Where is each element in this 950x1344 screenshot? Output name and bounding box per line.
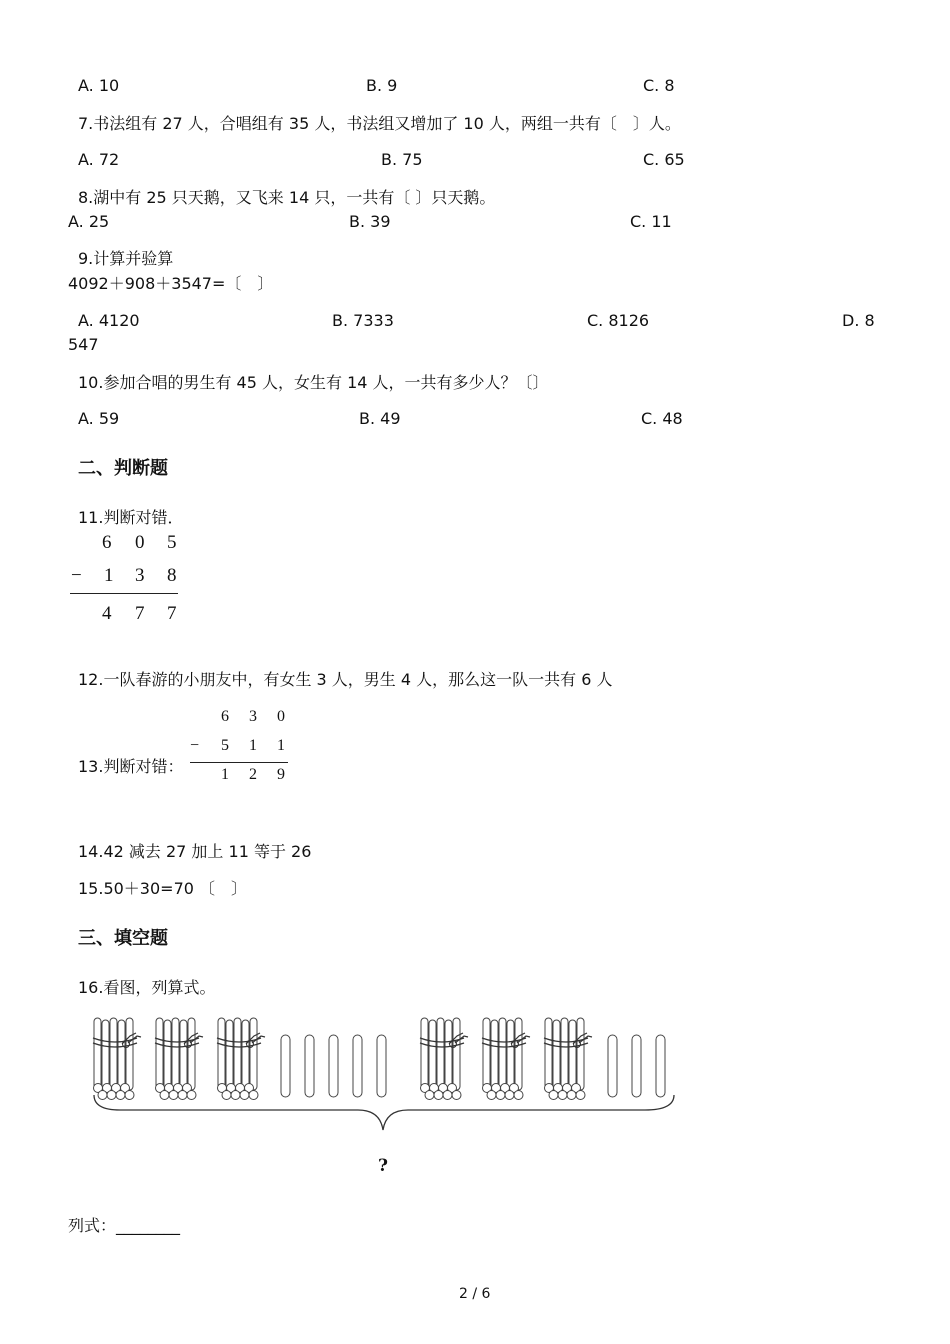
q13-result-digit: 2 xyxy=(249,766,257,783)
q9-expression: 4092＋908＋3547=〔 〕 xyxy=(68,274,274,293)
q6-option-b[interactable]: B. 9 xyxy=(366,76,398,95)
q7-option-c[interactable]: C. 65 xyxy=(643,150,685,169)
q10-text: 10.参加合唱的男生有 45 人，女生有 14 人，一共有多少人？〔〕 xyxy=(78,373,549,392)
q16-text: 16.看图，列算式。 xyxy=(78,978,216,997)
q13-result-digit: 9 xyxy=(277,766,285,783)
q13-text: 13.判断对错： xyxy=(78,757,184,776)
q13-mid-digit: 1 xyxy=(277,737,285,754)
q11-result-digit: 7 xyxy=(167,603,177,624)
q9-option-c[interactable]: C. 8126 xyxy=(587,311,650,330)
q15-text: 15.50＋30=70 〔 〕 xyxy=(78,879,248,898)
single-stick xyxy=(281,1035,290,1097)
q16-question-mark: ? xyxy=(378,1156,388,1176)
q8-option-c[interactable]: C. 11 xyxy=(630,212,672,231)
q11-top-digit: 6 xyxy=(102,532,112,553)
q8-option-b[interactable]: B. 39 xyxy=(349,212,391,231)
q7-option-a[interactable]: A. 72 xyxy=(78,150,120,169)
q13-result-digit: 1 xyxy=(221,766,229,783)
single-stick xyxy=(305,1035,314,1097)
stick-bundle xyxy=(420,1018,468,1100)
q8-option-a[interactable]: A. 25 xyxy=(68,212,110,231)
q11-mid-digit: 1 xyxy=(104,565,114,586)
q10-option-b[interactable]: B. 49 xyxy=(359,409,401,428)
q16-sticks-figure xyxy=(80,1010,690,1135)
q12-text: 12.一队春游的小朋友中，有女生 3 人，男生 4 人，那么这一队一共有 6 人 xyxy=(78,670,613,689)
q13-vertical-subtraction xyxy=(188,706,293,791)
page-number: 2 / 6 xyxy=(459,1286,491,1302)
q11-text: 11.判断对错． xyxy=(78,508,184,527)
q11-top-digit: 5 xyxy=(167,532,177,553)
q9-text: 9.计算并验算 xyxy=(78,249,174,268)
q8-text: 8.湖中有 25 只天鹅，又飞来 14 只，一共有〔 〕只天鹅。 xyxy=(78,188,496,207)
q13-top-digit: 3 xyxy=(249,708,257,725)
single-stick xyxy=(632,1035,641,1097)
q11-result-digit: 4 xyxy=(102,603,112,624)
single-stick xyxy=(329,1035,338,1097)
stick-bundle xyxy=(482,1018,530,1100)
q11-mid-digit: 8 xyxy=(167,565,177,586)
q10-option-c[interactable]: C. 48 xyxy=(641,409,683,428)
q16-answer-blank[interactable]: 列式：________ xyxy=(68,1216,181,1235)
q9-option-d-wrap: 547 xyxy=(68,335,99,354)
q13-top-digit: 6 xyxy=(221,708,229,725)
stick-bundle xyxy=(217,1018,265,1100)
q6-option-c[interactable]: C. 8 xyxy=(643,76,675,95)
stick-bundle xyxy=(155,1018,203,1100)
q13-top-digit: 0 xyxy=(277,708,285,725)
q7-text: 7.书法组有 27 人，合唱组有 35 人，书法组又增加了 10 人，两组一共有〔 〕人。 xyxy=(78,114,681,133)
q9-option-b[interactable]: B. 7333 xyxy=(332,311,394,330)
section-2-heading: 二、判断题 xyxy=(78,458,168,479)
q13-result-line xyxy=(190,762,288,763)
q14-text: 14.42 减去 27 加上 11 等于 26 xyxy=(78,842,312,861)
q11-result-line xyxy=(70,593,178,594)
stick-bundle xyxy=(544,1018,592,1100)
q11-top-digit: 0 xyxy=(135,532,145,553)
q13-mid-digit: 5 xyxy=(221,737,229,754)
q11-mid-digit: 3 xyxy=(135,565,145,586)
q6-option-a[interactable]: A. 10 xyxy=(78,76,120,95)
section-3-heading: 三、填空题 xyxy=(78,928,168,949)
single-stick xyxy=(608,1035,617,1097)
single-stick xyxy=(353,1035,362,1097)
q9-option-a[interactable]: A. 4120 xyxy=(78,311,140,330)
q10-option-a[interactable]: A. 59 xyxy=(78,409,120,428)
single-stick xyxy=(377,1035,386,1097)
q11-minus-sign: − xyxy=(71,565,82,586)
q16-brace xyxy=(94,1095,674,1130)
q11-vertical-subtraction xyxy=(68,530,183,630)
single-stick xyxy=(656,1035,665,1097)
q9-option-d[interactable]: D. 8 xyxy=(842,311,875,330)
q13-minus-sign: − xyxy=(190,737,200,754)
stick-bundle xyxy=(93,1018,141,1100)
q11-result-digit: 7 xyxy=(135,603,145,624)
q13-mid-digit: 1 xyxy=(249,737,257,754)
q7-option-b[interactable]: B. 75 xyxy=(381,150,423,169)
